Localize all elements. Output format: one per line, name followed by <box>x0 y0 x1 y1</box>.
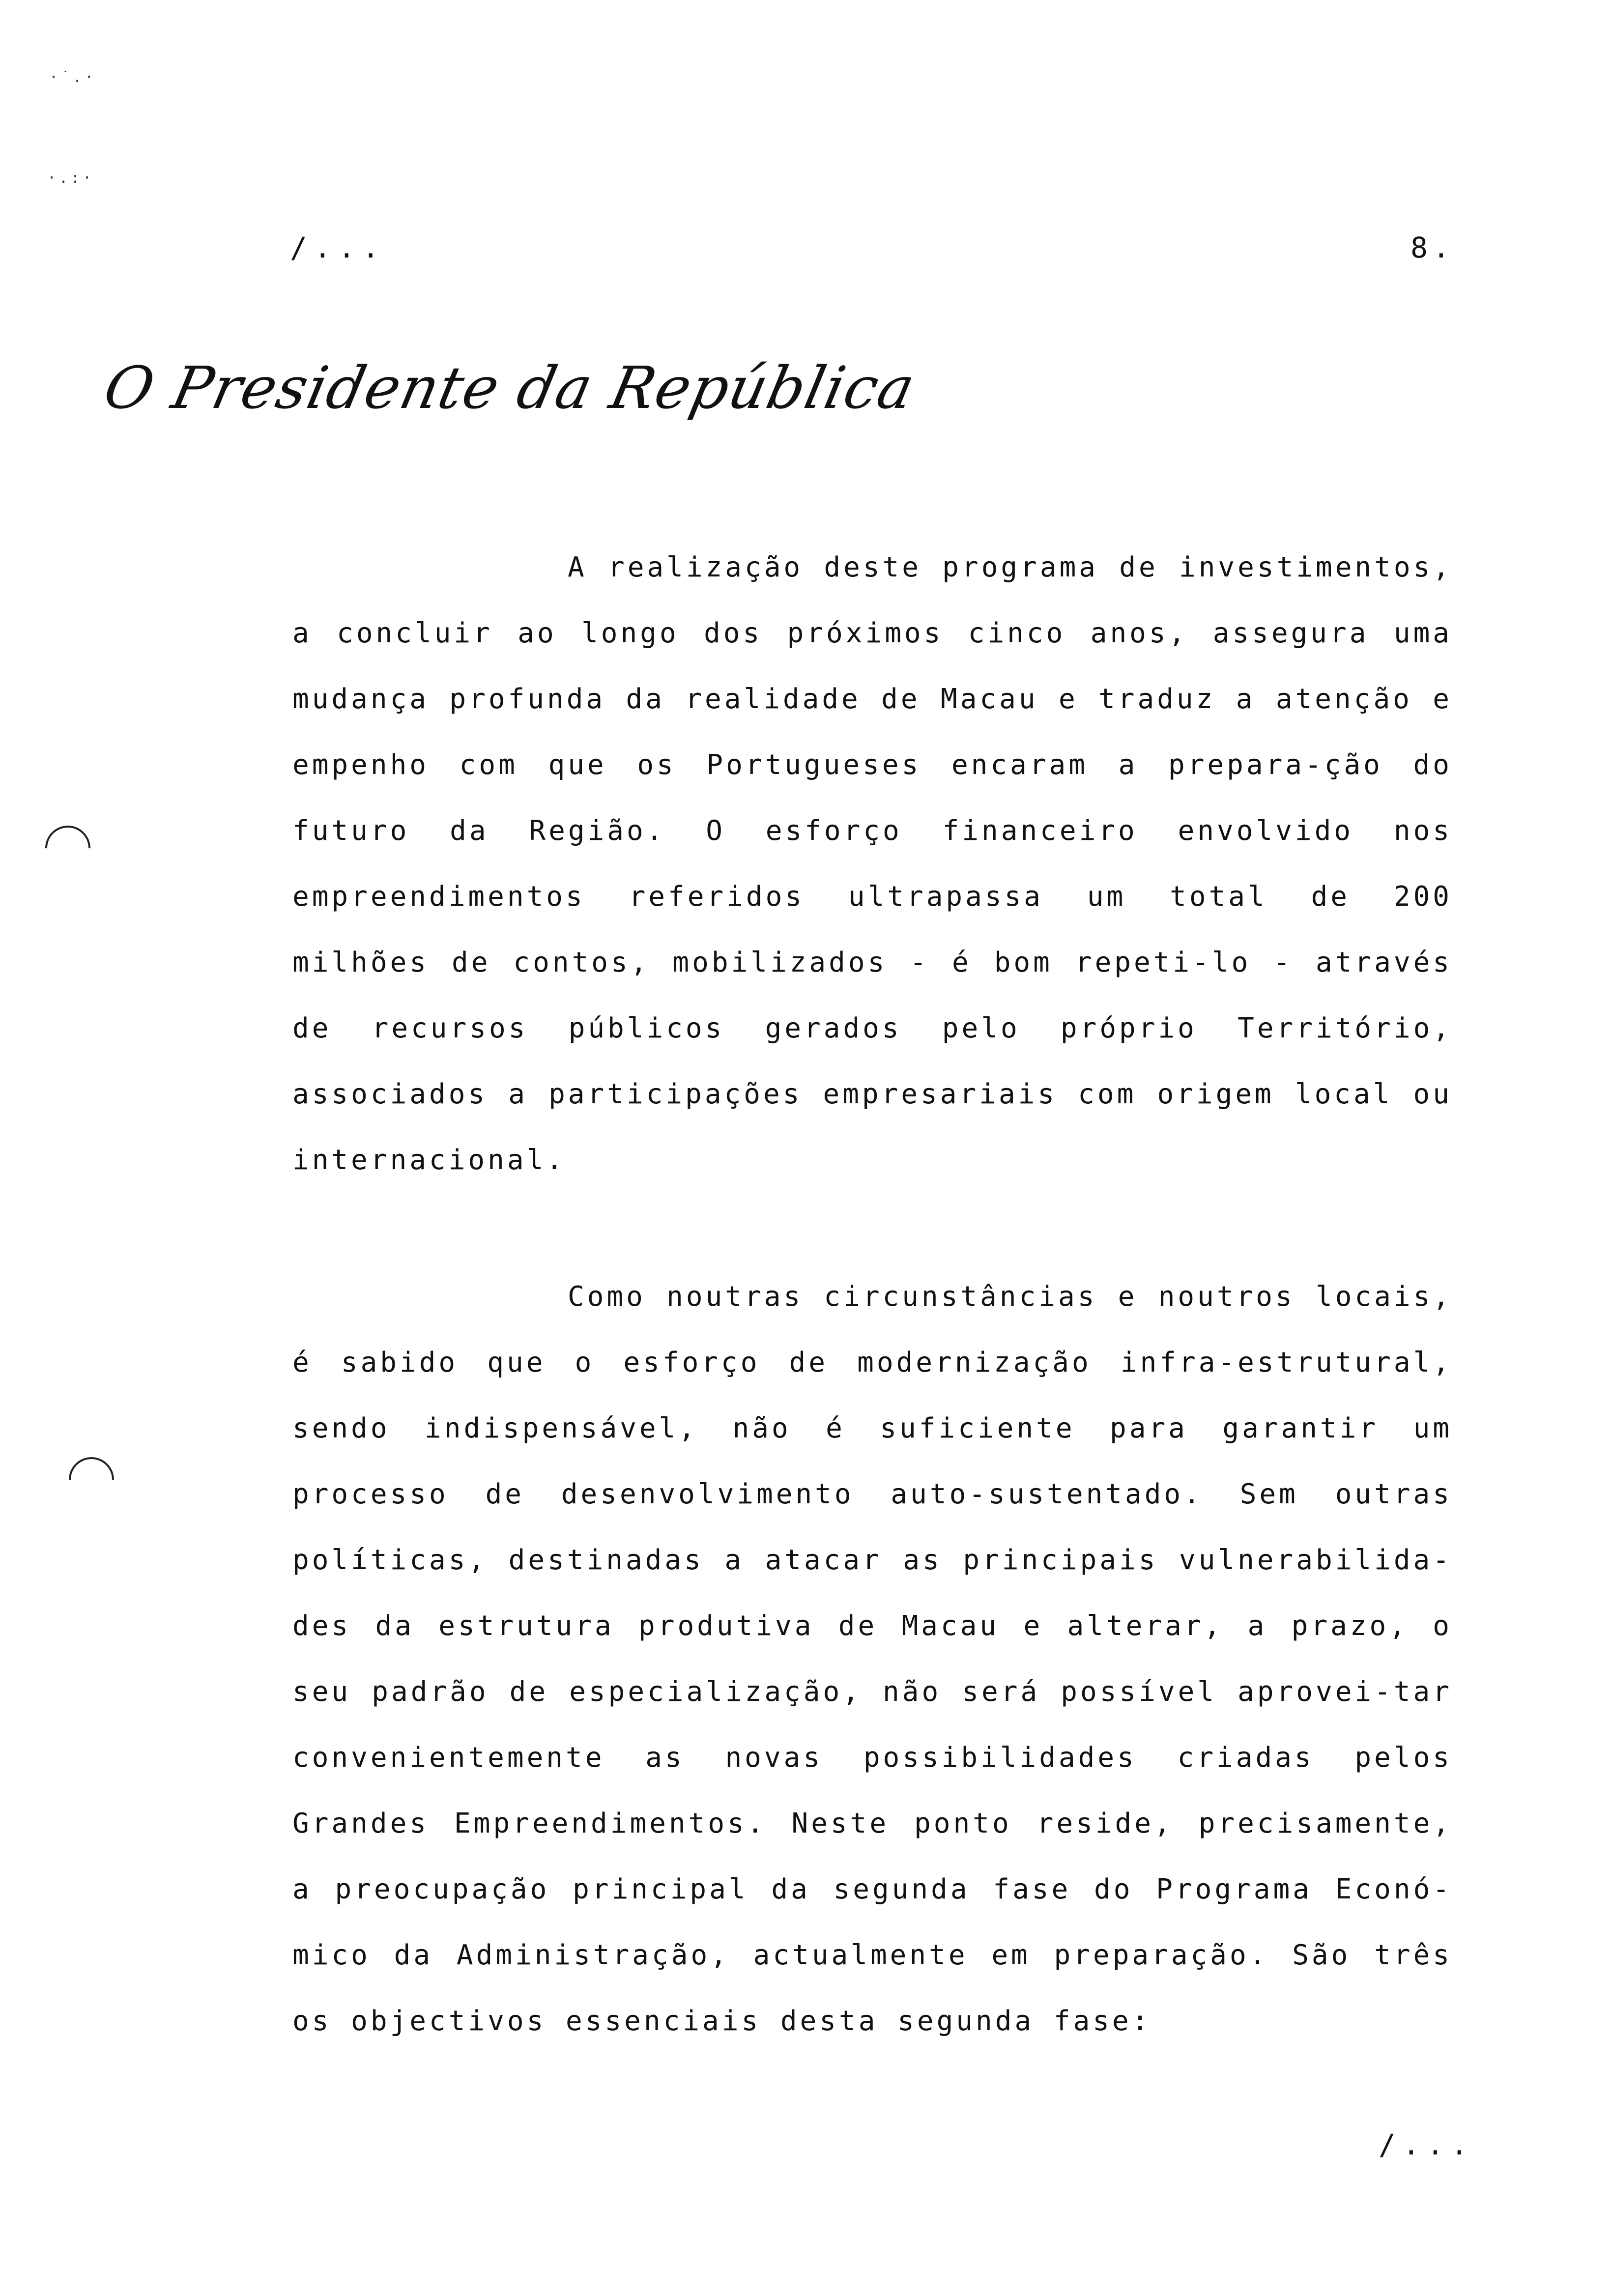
body-paragraph <box>292 1264 1452 2054</box>
punch-hole-mark <box>36 816 100 880</box>
paragraph-text: A realização deste programa de investimentos, a concluir ao longo dos próximos cinco anos, assegura uma mudança profunda da realidade de Macau e traduz a atenção e empenho com que os Portugueses encaram a prepara-ção do futuro da Região. O esforço financeiro envolvido nos empreendimentos referidos ultrapassa um total de 200 milhões de contos, mobilizados - é bom repeti-lo - através de recursos públicos gerados pelo próprio Território, associados a participações empresariais com origem local ou internacional. <box>292 551 1452 1176</box>
scan-speck-marks: ·˙.· <box>49 69 97 86</box>
continues-marker: /... <box>1379 2128 1475 2161</box>
scan-speck-marks: ·.:· <box>47 170 95 187</box>
page-number: 8. <box>1410 231 1455 264</box>
paragraph-text: Como noutras circunstâncias e noutros locais, é sabido que o esforço de modernização infra-estrutural, sendo indispensável, não é suficiente para garantir um processo de desenvolvimento auto-sustentado. Sem outras políticas, destinadas a atacar as principais vulnerabilida-des da estrutura produtiva de Macau e alterar, a prazo, o seu padrão de especialização, não será possível aprovei-tar convenientemente as novas possibilidades criadas pelos Grandes Empreendimentos. Neste ponto reside, precisamente, a preocupação principal da segunda fase do Programa Econó-mico da Administração, actualmente em preparação. São três os objectivos essenciais desta segunda fase: <box>292 1281 1452 2037</box>
letterhead-title: O Presidente da República <box>98 354 921 422</box>
continued-from-marker: /... <box>290 231 386 264</box>
punch-hole-mark <box>59 1448 123 1512</box>
body-paragraph <box>292 535 1452 1193</box>
